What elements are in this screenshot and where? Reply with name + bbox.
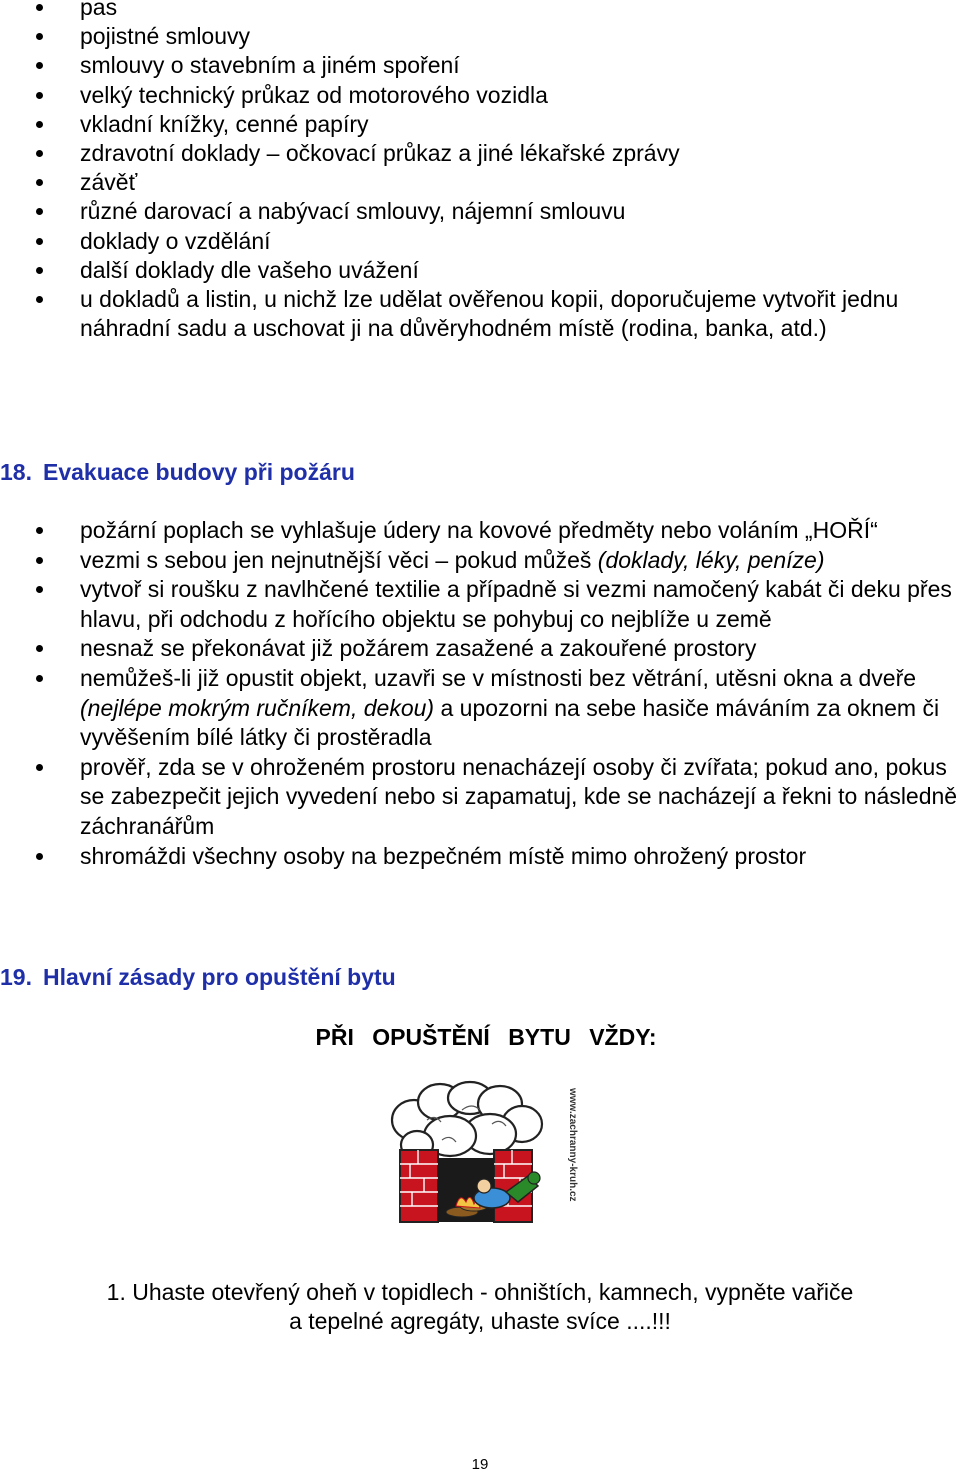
bullet-icon xyxy=(36,645,43,652)
list-item-text: smlouvy o stavebním a jiném spoření xyxy=(80,52,460,79)
list-item xyxy=(0,546,960,576)
document-list-top xyxy=(0,0,940,343)
page-number: 19 xyxy=(471,1456,489,1473)
list-item-emphasis: (doklady, léky, peníze) xyxy=(597,546,825,573)
list-item-text: další doklady dle vašeho uvážení xyxy=(80,256,419,283)
instruction-line: 1. Uhaste otevřený oheň v topidlech - ohništích, kamnech, vypněte vařiče xyxy=(106,1279,854,1305)
list-item xyxy=(0,168,940,197)
list-item xyxy=(0,139,940,168)
bullet-icon xyxy=(36,853,43,860)
bullet-icon xyxy=(36,527,43,534)
list-item xyxy=(0,285,940,343)
list-item-emphasis: (nejlépe mokrým ručníkem, dekou) xyxy=(80,694,435,721)
list-item-text: pas xyxy=(80,0,118,20)
bullet-icon xyxy=(36,150,43,157)
list-item xyxy=(0,0,940,22)
list-item-text: shromáždi všechny osoby na bezpečném místě mimo ohrožený prostor xyxy=(80,842,807,869)
list-item-text: nemůžeš-li již opustit objekt, uzavři se v místnosti bez větrání, utěsni okna a dveře xyxy=(80,664,917,691)
bullet-icon xyxy=(36,4,43,11)
subheading: PŘI OPUŠTĚNÍ BYTU VŽDY: xyxy=(315,1024,657,1050)
watermark-text: www.zachranny-kruh.cz xyxy=(567,1088,578,1202)
list-item xyxy=(0,516,960,546)
bullet-icon xyxy=(36,121,43,128)
bullet-icon xyxy=(36,267,43,274)
evacuation-list xyxy=(0,516,960,871)
fireplace-illustration xyxy=(372,1080,588,1230)
list-item-text: nesnaž se překonávat již požárem zasažené a zakouřené prostory xyxy=(80,635,757,662)
list-item-text: velký technický průkaz od motorového vozidla xyxy=(80,81,548,108)
instruction-step-1 xyxy=(0,1278,960,1336)
bullet-icon xyxy=(36,557,43,564)
list-item-text: pojistné smlouvy xyxy=(80,23,251,50)
bullet-icon xyxy=(36,62,43,69)
list-item-text: u dokladů a listin, u nichž lze udělat ověřenou kopii, doporučujeme vytvořit jednu náhradní sadu a uschovat ji na důvěryhodném místě (rodina, banka, atd.) xyxy=(80,286,899,342)
bullet-icon xyxy=(36,238,43,245)
list-item-text: vezmi s sebou jen nejnutnější věci – pokud můžeš xyxy=(80,546,598,573)
list-item xyxy=(0,22,940,51)
bullet-icon xyxy=(36,296,43,303)
list-item xyxy=(0,575,960,634)
list-item-text: a upozorni na sebe hasiče máváním za oknem či vyvěšením bílé látky či prostěradla xyxy=(80,694,940,751)
list-item xyxy=(0,110,940,139)
list-item xyxy=(0,51,940,80)
list-item xyxy=(0,197,940,226)
instruction-line: a tepelné agregáty, uhaste svíce ....!!! xyxy=(289,1308,671,1334)
list-item-text: různé darovací a nabývací smlouvy, nájemní smlouvu xyxy=(80,198,626,225)
section-title: Evakuace budovy při požáru xyxy=(43,459,355,485)
list-item-text: vytvoř si roušku z navlhčené textilie a případně si vezmi namočený kabát či deku přes hlavu, při odchodu z hořícího objektu se pohybuj co nejblíže u země xyxy=(80,576,952,632)
list-item-text: prověř, zda se v ohroženém prostoru nenacházejí osoby či zvířata; pokud ano, pokus se zabezpečit jejich vyvedení nebo si zapamatuj, kde se nacházejí a řekni to následně záchranářům xyxy=(80,753,958,839)
list-item-text: doklady o vzdělání xyxy=(80,227,271,254)
list-item-text: vkladní knížky, cenné papíry xyxy=(80,110,369,137)
list-item-text: požární poplach se vyhlašuje údery na kovové předměty nebo voláním „HOŘÍ“ xyxy=(80,517,878,543)
list-item xyxy=(0,842,960,872)
bullet-icon xyxy=(36,179,43,186)
list-item xyxy=(0,256,940,285)
list-item xyxy=(0,227,940,256)
list-item xyxy=(0,664,960,753)
bullet-icon xyxy=(36,586,43,593)
list-item xyxy=(0,81,940,110)
bullet-icon xyxy=(36,208,43,215)
list-item xyxy=(0,753,960,842)
list-item-text: zdravotní doklady – očkovací průkaz a jiné lékařské zprávy xyxy=(80,140,680,167)
list-item xyxy=(0,634,960,664)
bullet-icon xyxy=(36,92,43,99)
list-item-text: závěť xyxy=(80,169,138,196)
bullet-icon xyxy=(36,33,43,40)
bullet-icon xyxy=(36,675,43,682)
section-number: 19. xyxy=(0,964,32,990)
bullet-icon xyxy=(36,764,43,771)
section-number: 18. xyxy=(0,459,32,485)
section-title: Hlavní zásady pro opuštění bytu xyxy=(43,964,396,990)
